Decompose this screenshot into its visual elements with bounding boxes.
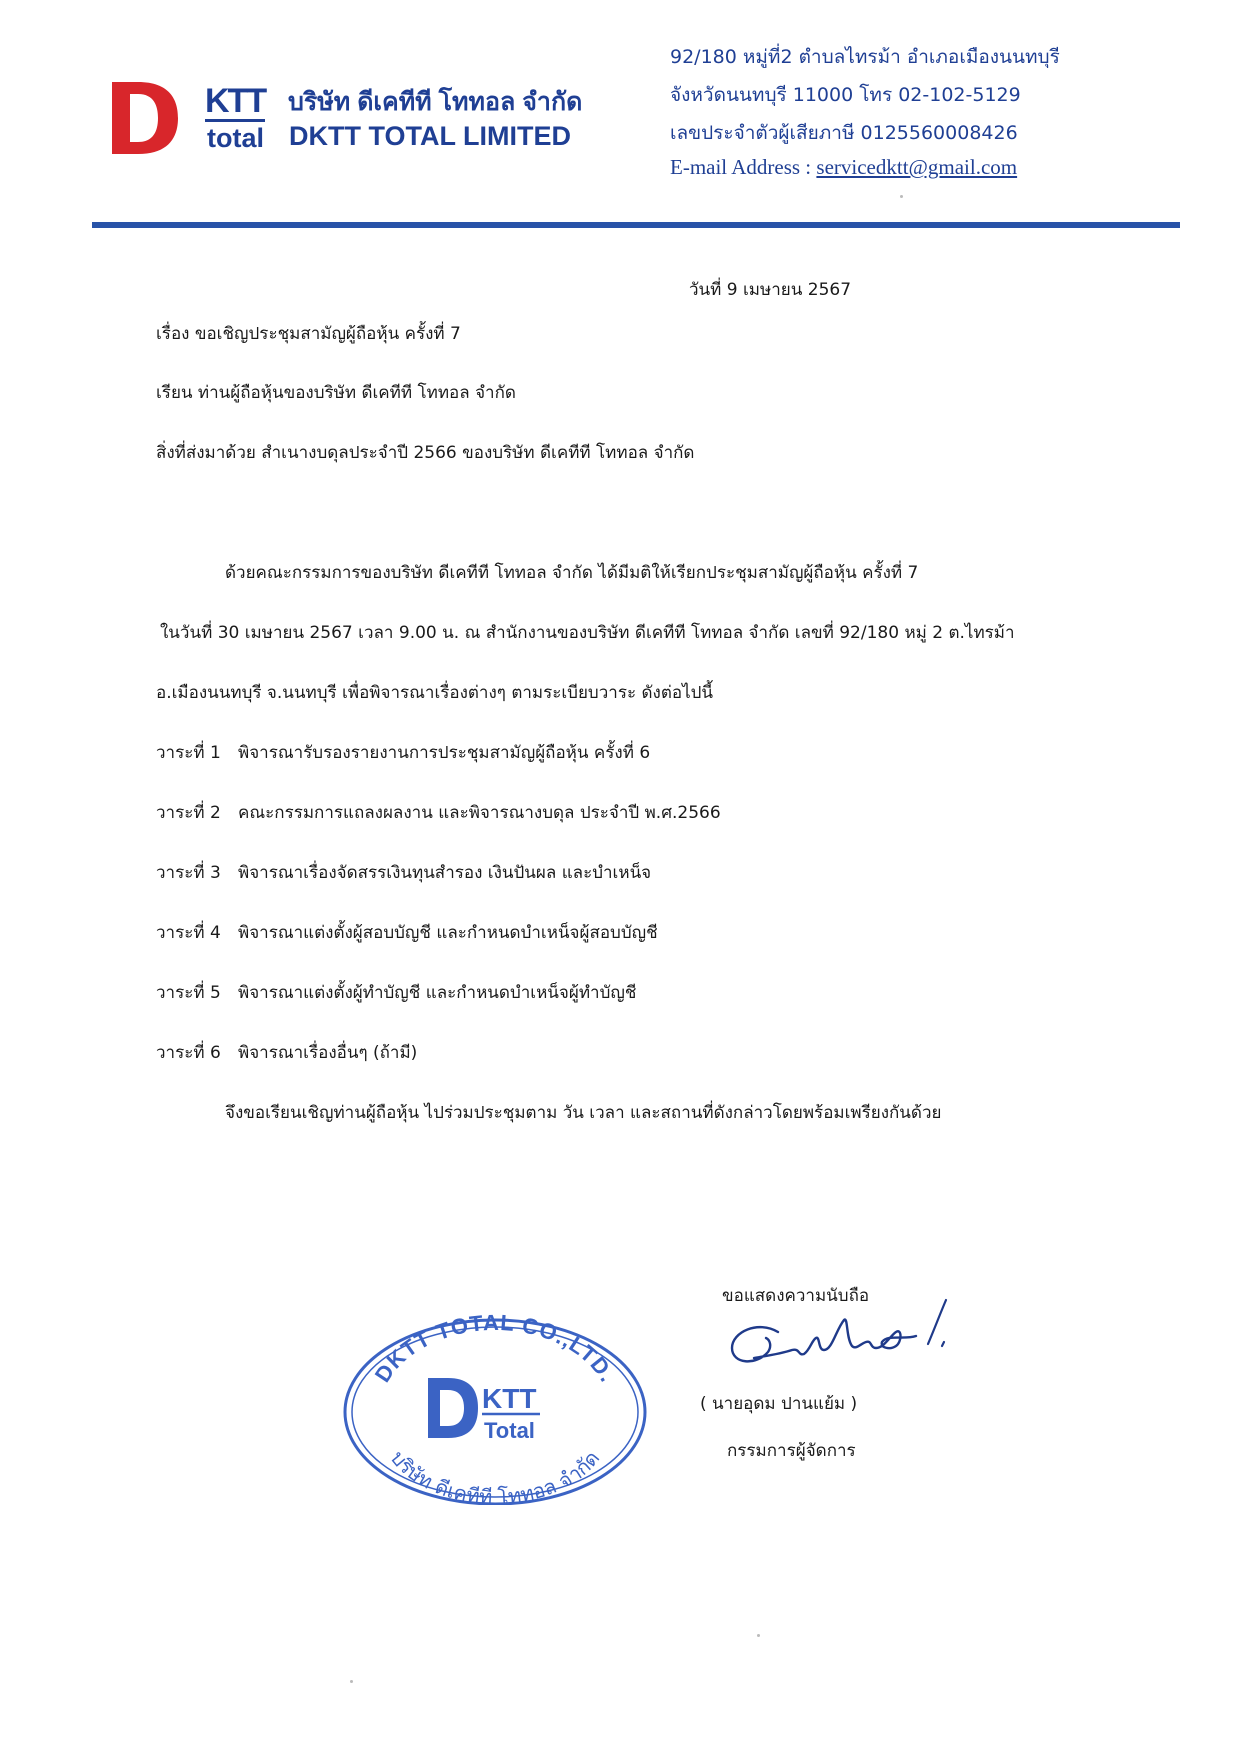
agenda-number: วาระที่ 6 bbox=[156, 1043, 221, 1063]
handwritten-signature bbox=[720, 1290, 970, 1390]
agenda-text: พิจารณาแต่งตั้งผู้สอบบัญชี และกำหนดบำเหน็จผู้สอบบัญชี bbox=[238, 923, 658, 943]
agenda-number: วาระที่ 1 bbox=[156, 743, 221, 763]
scan-speck bbox=[757, 1634, 760, 1637]
signer-name: ( นายอุดม ปานแย้ม ) bbox=[700, 1394, 858, 1414]
agenda-item bbox=[156, 739, 650, 766]
company-name-en: DKTT TOTAL LIMITED bbox=[289, 121, 571, 151]
signer-title: กรรมการผู้จัดการ bbox=[727, 1441, 856, 1461]
stamp-logo-kt: KTT bbox=[482, 1383, 537, 1414]
letter-date: วันที่ 9 เมษายน 2567 bbox=[689, 280, 852, 300]
agenda-number: วาระที่ 4 bbox=[156, 923, 221, 943]
address-line-2: จังหวัดนนทบุรี 11000 โทร 02-102-5129 bbox=[670, 84, 1021, 106]
stamp-top-text: DKTT TOTAL CO.,LTD. bbox=[369, 1309, 621, 1387]
email-label: E-mail Address : bbox=[670, 155, 817, 179]
agenda-text: พิจารณาเรื่องจัดสรรเงินทุนสำรอง เงินปันผล และบำเหน็จ bbox=[238, 863, 652, 883]
email-line bbox=[670, 155, 1017, 180]
address-line-1: 92/180 หมู่ที่2 ตำบลไทรม้า อำเภอเมืองนนทบุรี bbox=[670, 46, 1060, 68]
agenda-number: วาระที่ 3 bbox=[156, 863, 221, 883]
company-logo-d bbox=[108, 78, 180, 158]
logo-total-text: total bbox=[207, 123, 264, 153]
agenda-item bbox=[156, 979, 636, 1006]
agenda-item bbox=[156, 799, 721, 826]
letter-subject: เรื่อง ขอเชิญประชุมสามัญผู้ถือหุ้น ครั้งที่ 7 bbox=[156, 324, 461, 344]
agenda-text: พิจารณารับรองรายงานการประชุมสามัญผู้ถือหุ้น ครั้งที่ 6 bbox=[238, 743, 651, 763]
letter-enclosure: สิ่งที่ส่งมาด้วย สำเนางบดุลประจำปี 2566 ของบริษัท ดีเคทีที โททอล จำกัด bbox=[156, 443, 695, 463]
paragraph-1-line-2: ในวันที่ 30 เมษายน 2567 เวลา 9.00 น. ณ สำนักงานของบริษัท ดีเคทีที โททอล จำกัด เลขที่ 92/180 หมู่ 2 ต.ไทรม้า bbox=[160, 623, 1015, 643]
closing-paragraph: จึงขอเรียนเชิญท่านผู้ถือหุ้น ไปร่วมประชุมตาม วัน เวลา และสถานที่ดังกล่าวโดยพร้อมเพรียงกันด้วย bbox=[225, 1103, 942, 1123]
agenda-number: วาระที่ 2 bbox=[156, 803, 221, 823]
paragraph-1-line-1: ด้วยคณะกรรมการของบริษัท ดีเคทีที โททอล จำกัด ได้มีมติให้เรียกประชุมสามัญผู้ถือหุ้น ครั้งที่ 7 bbox=[225, 563, 919, 583]
tax-id-line: เลขประจำตัวผู้เสียภาษี 0125560008426 bbox=[670, 122, 1018, 144]
agenda-text: คณะกรรมการแถลงผลงาน และพิจารณางบดุล ประจำปี พ.ศ.2566 bbox=[238, 803, 721, 823]
paragraph-1-line-3: อ.เมืองนนทบุรี จ.นนทบุรี เพื่อพิจารณาเรื่องต่างๆ ตามระเบียบวาระ ดังต่อไปนี้ bbox=[156, 683, 714, 703]
logo-kt-text: KTT bbox=[205, 82, 266, 120]
email-link[interactable]: servicedktt@gmail.com bbox=[816, 155, 1018, 179]
letter-recipient: เรียน ท่านผู้ถือหุ้นของบริษัท ดีเคทีที โททอล จำกัด bbox=[156, 383, 516, 403]
agenda-item bbox=[156, 859, 651, 886]
agenda-text: พิจารณาแต่งตั้งผู้ทำบัญชี และกำหนดบำเหน็จผู้ทำบัญชี bbox=[238, 983, 637, 1003]
header-divider bbox=[92, 222, 1180, 228]
agenda-item bbox=[156, 1039, 417, 1066]
stamp-logo-total: Total bbox=[484, 1418, 535, 1443]
company-name-th: บริษัท ดีเคทีที โททอล จำกัด bbox=[288, 88, 583, 116]
scan-speck bbox=[900, 195, 903, 198]
agenda-item bbox=[156, 919, 658, 946]
sign-off: ขอแสดงความนับถือ bbox=[722, 1286, 870, 1306]
agenda-text: พิจารณาเรื่องอื่นๆ (ถ้ามี) bbox=[238, 1043, 418, 1063]
stamp-bottom-text: บริษัท ดีเคทีที โททอล จำกัด bbox=[385, 1445, 605, 1505]
svg-text:บริษัท ดีเคทีที โททอล จำกัด bbox=[386, 1446, 605, 1505]
company-seal-stamp bbox=[340, 1300, 650, 1505]
svg-text:DKTT TOTAL CO.,LTD. bbox=[370, 1310, 621, 1387]
agenda-number: วาระที่ 5 bbox=[156, 983, 221, 1003]
scan-speck bbox=[350, 1680, 353, 1683]
